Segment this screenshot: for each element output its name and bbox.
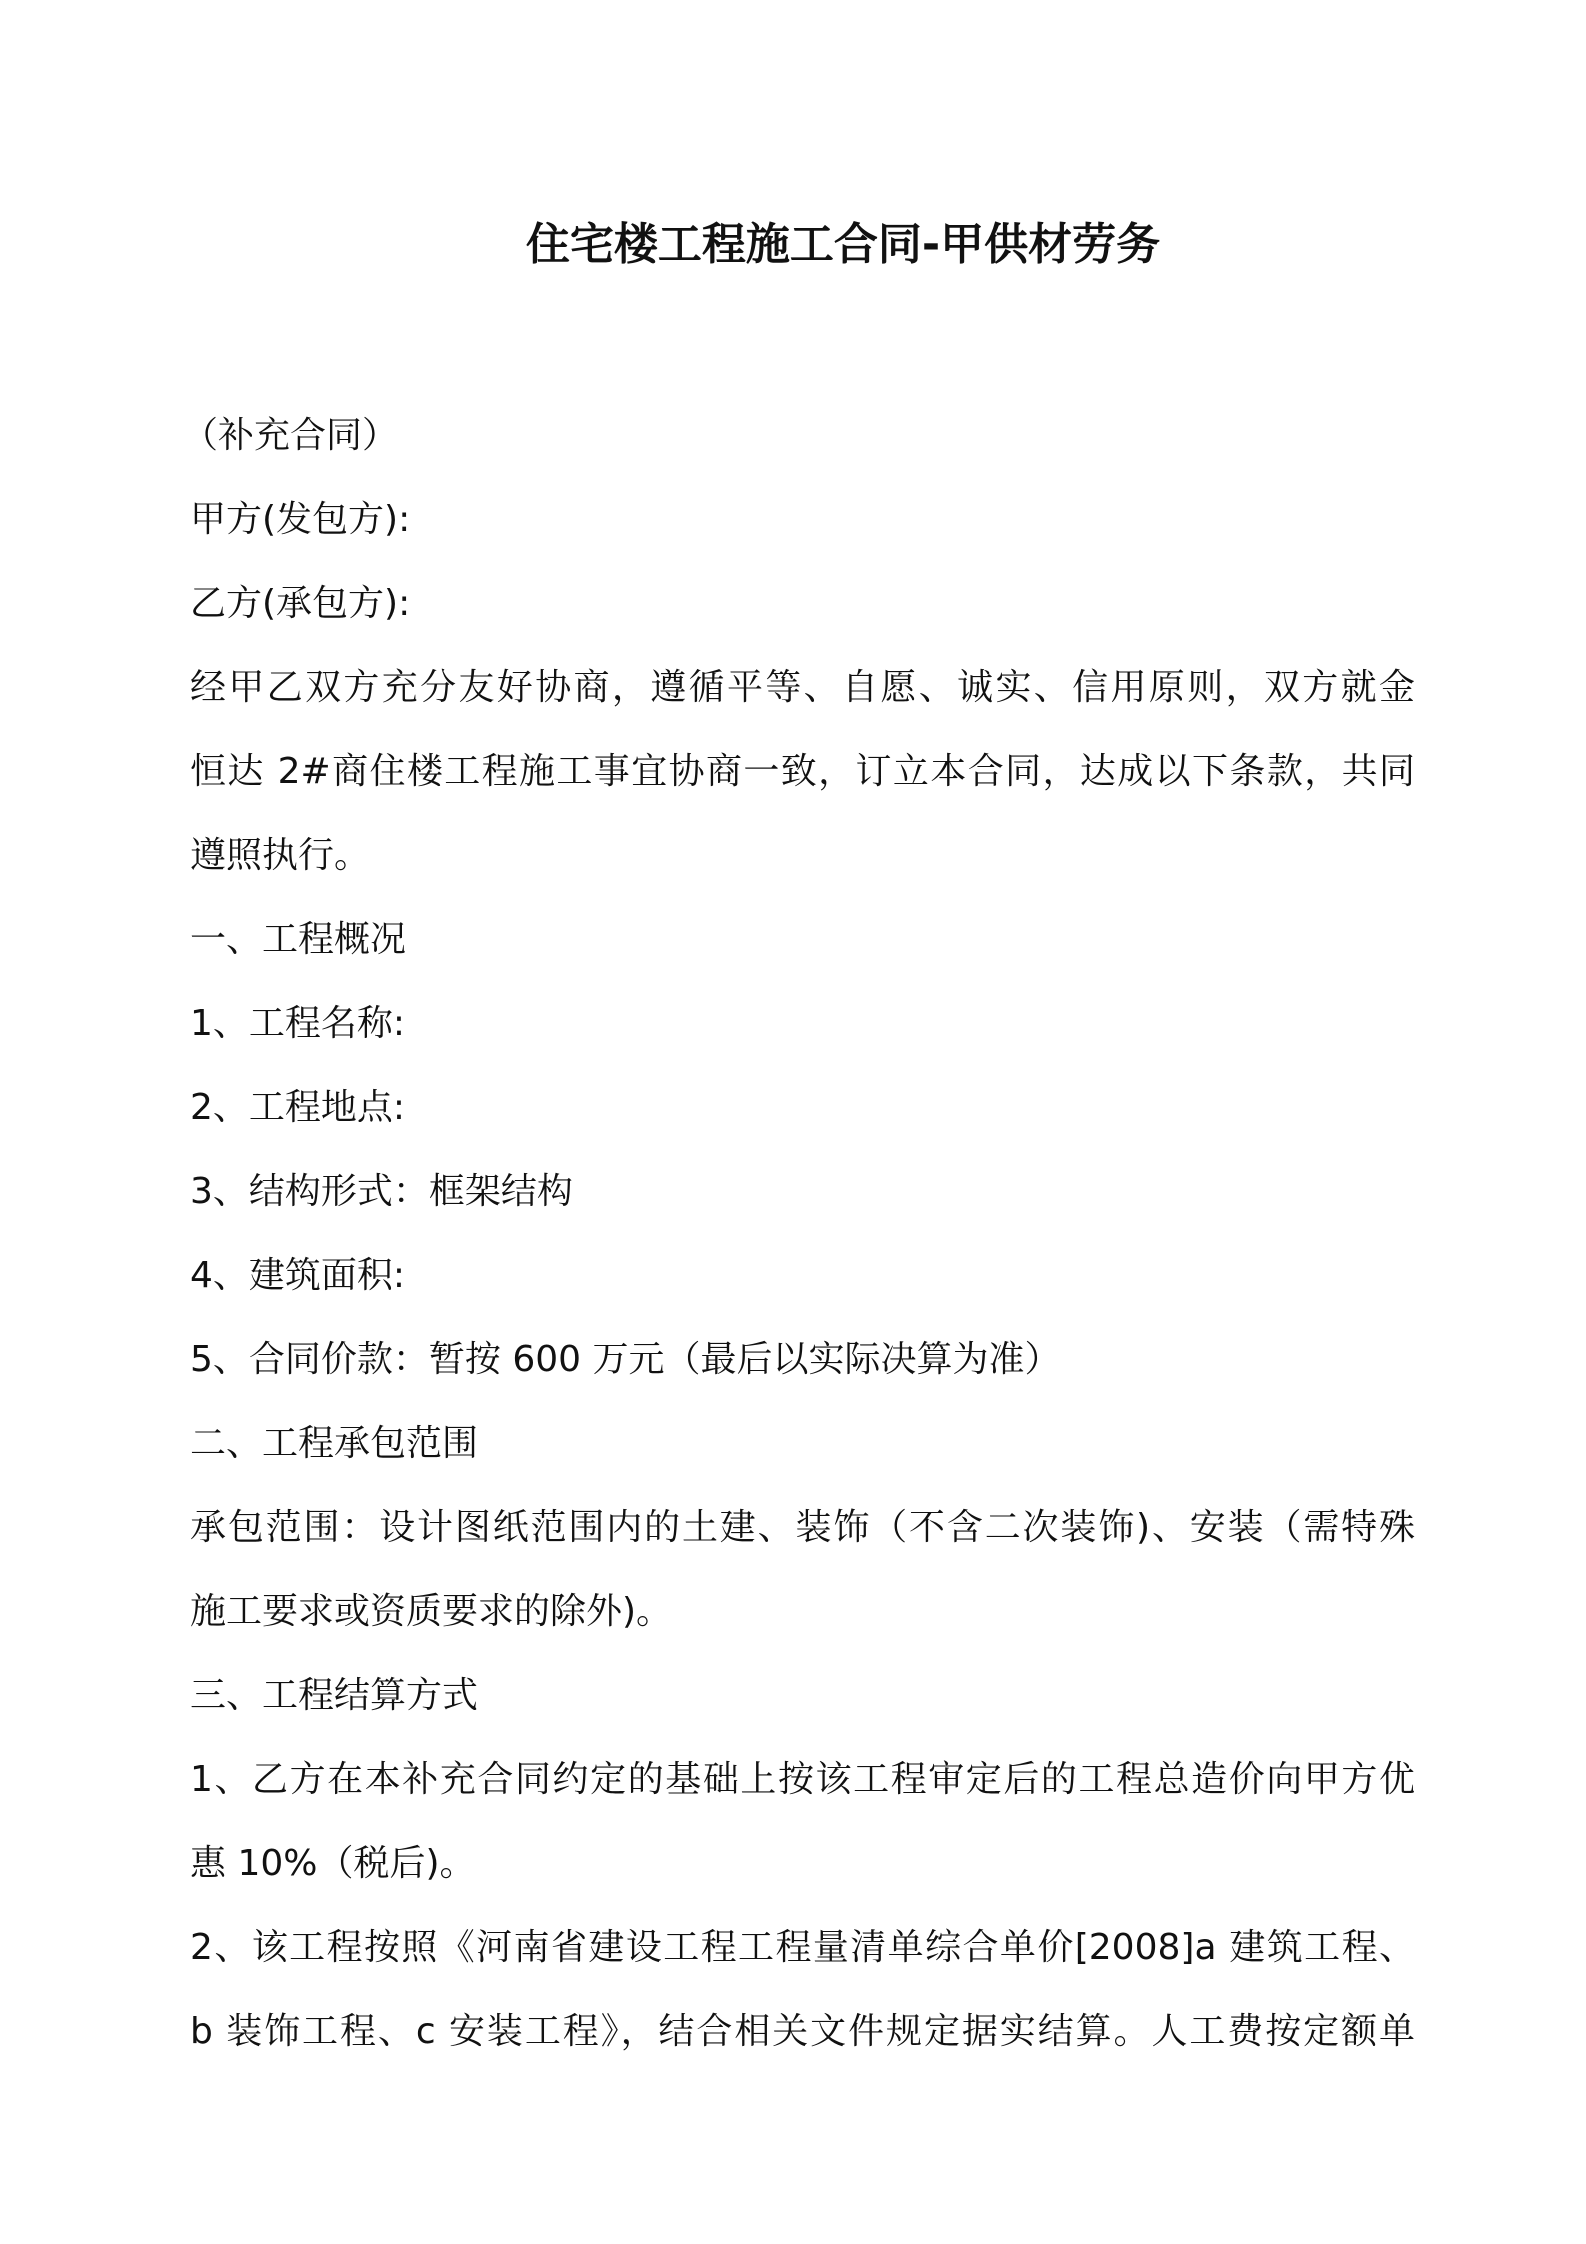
structure-type-line: 3、结构形式：框架结构 xyxy=(190,1171,573,1212)
project-name-line: 1、工程名称: xyxy=(190,1003,406,1044)
settlement-item-2-line-1: 2、该工程按照《河南省建设工程工程量清单综合单价[2008]a 建筑工程、 xyxy=(190,1927,1415,1968)
document-body xyxy=(182,394,1415,2074)
contract-price-line: 5、合同价款：暂按 600 万元（最后以实际决算为准） xyxy=(190,1339,1061,1380)
scope-line-1: 承包范围：设计图纸范围内的土建、装饰（不含二次装饰)、安装（需特殊 xyxy=(190,1507,1415,1548)
section-heading-2: 二、工程承包范围 xyxy=(190,1423,479,1464)
section-heading-3: 三、工程结算方式 xyxy=(190,1675,479,1716)
settlement-item-2-line-2: b 装饰工程、c 安装工程》，结合相关文件规定据实结算。人工费按定额单 xyxy=(190,2011,1415,2052)
preamble-line-3: 遵照执行。 xyxy=(190,835,371,876)
scope-line-2: 施工要求或资质要求的除外)。 xyxy=(190,1591,673,1632)
settlement-item-1-line-1: 1、乙方在本补充合同约定的基础上按该工程审定后的工程总造价向甲方优 xyxy=(190,1759,1415,1800)
settlement-item-1-line-2: 惠 10%（税后)。 xyxy=(190,1843,476,1884)
document-title: 住宅楼工程施工合同-甲供材劳务 xyxy=(525,219,1161,270)
party-a-line: 甲方(发包方): xyxy=(190,499,411,540)
subtitle-supplementary-contract: （补充合同） xyxy=(182,415,399,456)
building-area-line: 4、建筑面积: xyxy=(190,1255,406,1296)
project-location-line: 2、工程地点: xyxy=(190,1087,406,1128)
party-b-line: 乙方(承包方): xyxy=(190,583,411,624)
preamble-line-1: 经甲乙双方充分友好协商，遵循平等、自愿、诚实、信用原则，双方就金 xyxy=(190,667,1415,708)
preamble-line-2: 恒达 2#商住楼工程施工事宜协商一致，订立本合同，达成以下条款，共同 xyxy=(190,751,1415,792)
section-heading-1: 一、工程概况 xyxy=(190,919,407,960)
